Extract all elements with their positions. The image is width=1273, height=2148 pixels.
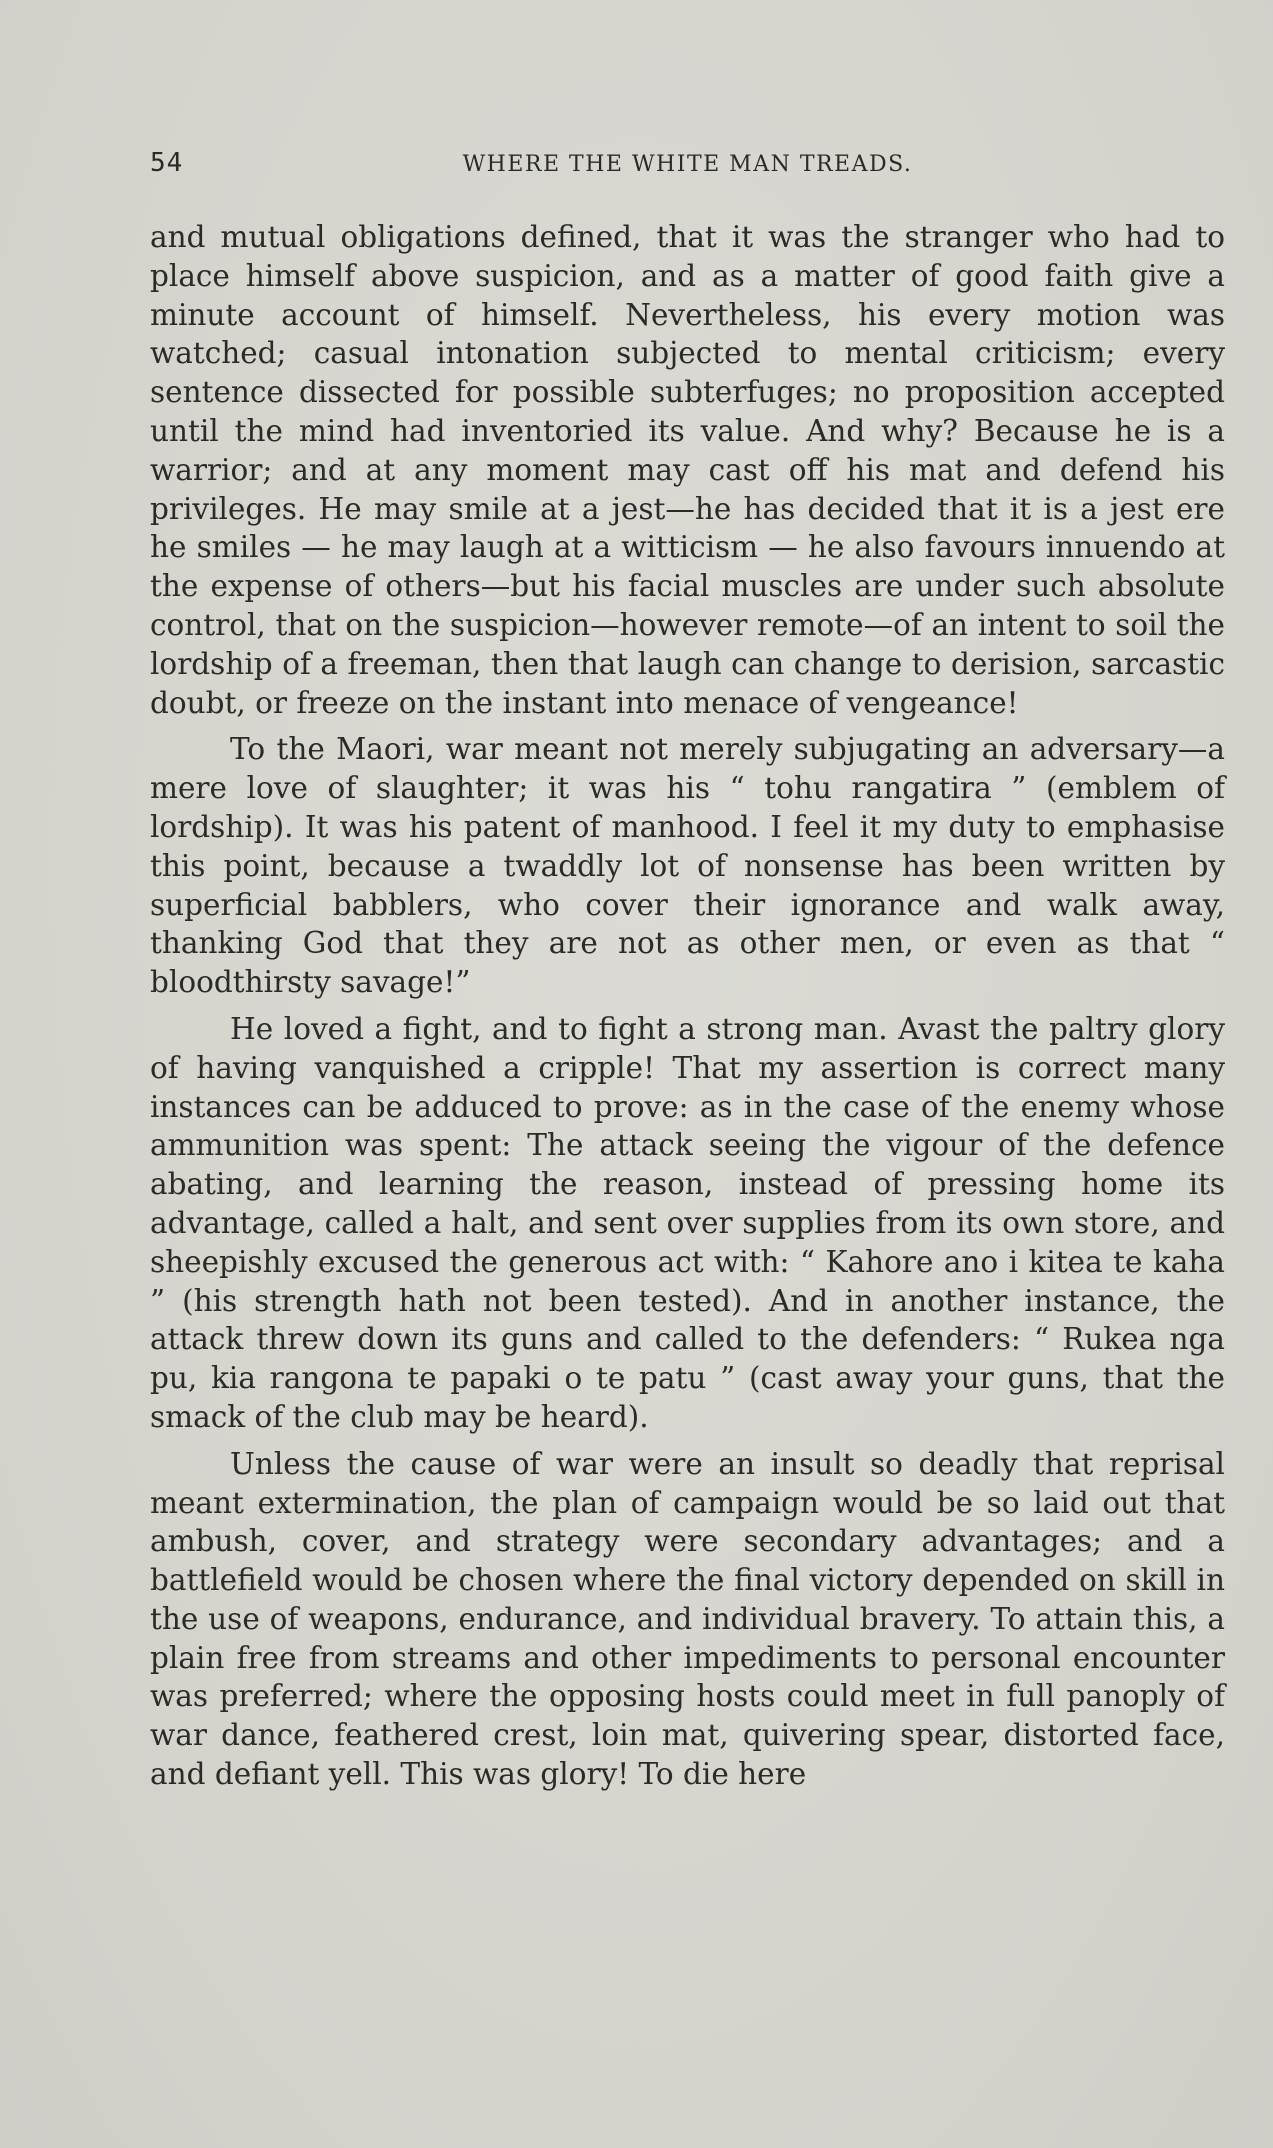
paragraph-4: Unless the cause of war were an insult so deadly that reprisal meant extermination, the plan of campaign would be so laid out that ambush, cover, and strategy were secondary advantages; and a battlefield would be chosen where the final victory depended on skill in the use of weapons, endurance, and individual bravery. To attain this, a plain free from streams and other impediments to personal encounter was preferred; where the opposing hosts could meet in full panoply of war dance, feathered crest, loin mat, quivering spear, distorted face, and defiant yell. This was glory! To die here — [150, 1446, 1225, 1792]
page-number: 54 — [150, 148, 184, 178]
paragraph-2: To the Maori, war meant not merely subjugating an adversary—a mere love of slaughter; it was his “ tohu rangatira ” (emblem of lordship). It was his patent of manhood. I feel it my duty to emphasise this point, because a twaddly lot of nonsense has been written by superficial babblers, who cover their ignorance and walk away, thanking God that they are not as other men, or even as that “ bloodthirsty savage!” — [150, 732, 1225, 1000]
running-title: WHERE THE WHITE MAN TREADS. — [462, 152, 913, 177]
paragraph-3: He loved a fight, and to fight a strong man. Avast the paltry glory of having vanquished a cripple! That my assertion is correct many instances can be adduced to prove: as in the case of the enemy whose ammunition was spent: The attack seeing the vigour of the defence abating, and learning the reason, instead of pressing home its advantage, called a halt, and sent over supplies from its own store, and sheepishly excused the generous act with: “ Kahore ano i kitea te kaha ” (his strength hath not been tested). And in another instance, the attack threw down its guns and called to the defenders: “ Rukea nga pu, kia rangona te papaki o te patu ” (cast away your guns, that the smack of the club may be heard). — [150, 1011, 1225, 1434]
page-header — [150, 148, 1225, 188]
paragraph-1: and mutual obligations defined, that it was the stranger who had to place himself above suspicion, and as a matter of good faith give a minute account of himself. Nevertheless, his every motion was watched; casual intonation subjected to mental criticism; every sentence dissected for possible subterfuges; no proposition accepted until the mind had inventoried its value. And why? Because he is a warrior; and at any moment may cast off his mat and defend his privileges. He may smile at a jest—he has decided that it is a jest ere he smiles — he may laugh at a witticism — he also favours innuendo at the expense of others—but his facial muscles are under such absolute control, that on the suspicion—however remote—of an intent to soil the lordship of a freeman, then that laugh can change to derision, sarcastic doubt, or freeze on the instant into menace of vengeance! — [150, 220, 1225, 720]
body-text — [150, 218, 1225, 1802]
